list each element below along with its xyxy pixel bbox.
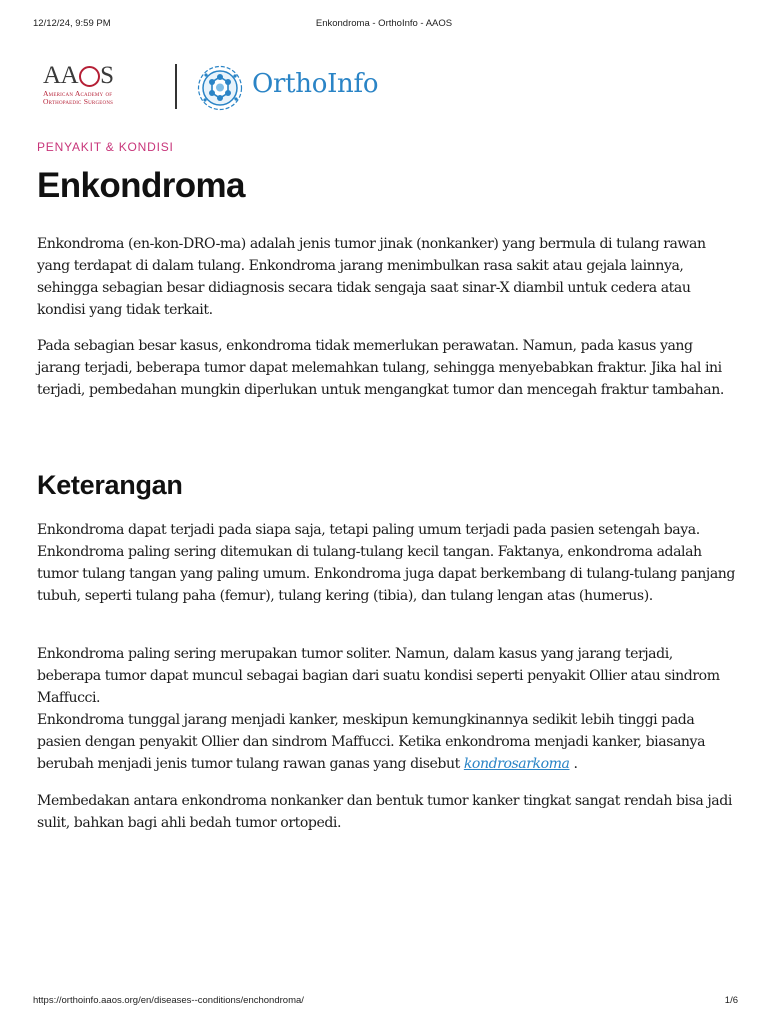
aaos-wordmark-s: S (100, 62, 114, 89)
site-logos (40, 62, 440, 112)
aaos-logo[interactable] (43, 64, 163, 106)
print-footer (0, 995, 768, 1007)
description-paragraph-2a: Enkondroma paling sering merupakan tumor soliter. Namun, dalam kasus yang jarang terjadi, beberapa tumor dapat muncul sebagai bagian dari suatu kondisi seperti penyakit Ollier atau sindrom Maffucci. (37, 646, 720, 706)
description-paragraph-3: Membedakan antara enkondroma nonkanker dan bentuk tumor kanker tingkat sangat rendah bisa jadi sulit, bahkan bagi ahli bedah tumor ortopedi. (37, 793, 732, 831)
print-datetime: 12/12/24, 9:59 PM (33, 18, 111, 29)
category-label[interactable]: PENYAKIT & KONDISI (37, 140, 174, 154)
print-url: https://orthoinfo.aaos.org/en/diseases--conditions/enchondroma/ (33, 995, 304, 1006)
description-paragraph-2b (37, 709, 737, 775)
description-paragraph-1: Enkondroma dapat terjadi pada siapa saja, tetapi paling umum terjadi pada pasien setengah baya. Enkondroma paling sering ditemukan di tulang-tulang kecil tangan. Faktanya, enkondroma adalah tumor tulang tangan yang paling umum. Enkondroma juga dapat berkembang di tulang-tulang panjang tubuh, seperti tulang paha (femur), tulang kering (tibia), dan tulang lengan atas (humerus). (37, 522, 735, 604)
description-paragraph-2b-end: . (569, 756, 578, 772)
section-heading-keterangan: Keterangan (37, 470, 183, 500)
print-page-number: 1/6 (724, 995, 738, 1006)
print-header (0, 18, 768, 30)
aaos-wordmark-aa: AA (43, 62, 79, 89)
page-title: Enkondroma (37, 166, 245, 205)
kondrosarkoma-link[interactable]: kondrosarkoma (463, 756, 570, 772)
aaos-subtitle-line2: Orthopaedic Surgeons (43, 97, 114, 106)
description-paragraph-2b-text: Enkondroma tunggal jarang menjadi kanker, meskipun kemungkinannya sedikit lebih tinggi pada pasien dengan penyakit Ollier dan sindrom Maffucci. Ketika enkondroma menjadi kanker, biasanya berubah menjadi jenis tumor tulang rawan ganas yang disebut (37, 712, 706, 772)
intro-paragraph-2: Pada sebagian besar kasus, enkondroma tidak memerlukan perawatan. Namun, pada kasus yang jarang terjadi, beberapa tumor dapat melemahkan tulang, sehingga menyebabkan fraktur. Jika hal ini terjadi, pembedahan mungkin diperlukan untuk mengangkat tumor dan mencegah fraktur tambahan. (37, 338, 724, 398)
logo-divider (175, 64, 177, 109)
intro-paragraph-1: Enkondroma (en-kon-DRO-ma) adalah jenis tumor jinak (nonkanker) yang bermula di tulang rawan yang terdapat di dalam tulang. Enkondroma jarang menimbulkan rasa sakit atau gejala lainnya, sehingga sebagian besar didiagnosis secara tidak sengaja saat sinar-X diambil untuk cedera atau kondisi yang tidak terkait. (37, 236, 706, 318)
aaos-o-ring-icon (79, 66, 100, 87)
orthoinfo-logo-text[interactable]: OrthoInfo (252, 69, 379, 99)
orthoinfo-globe-icon (197, 65, 243, 111)
print-page-title: Enkondroma - OrthoInfo - AAOS (315, 18, 453, 29)
aaos-wordmark (43, 64, 163, 88)
aaos-subtitle-line1: American Academy of (43, 89, 113, 98)
description-paragraph-2 (37, 643, 737, 775)
